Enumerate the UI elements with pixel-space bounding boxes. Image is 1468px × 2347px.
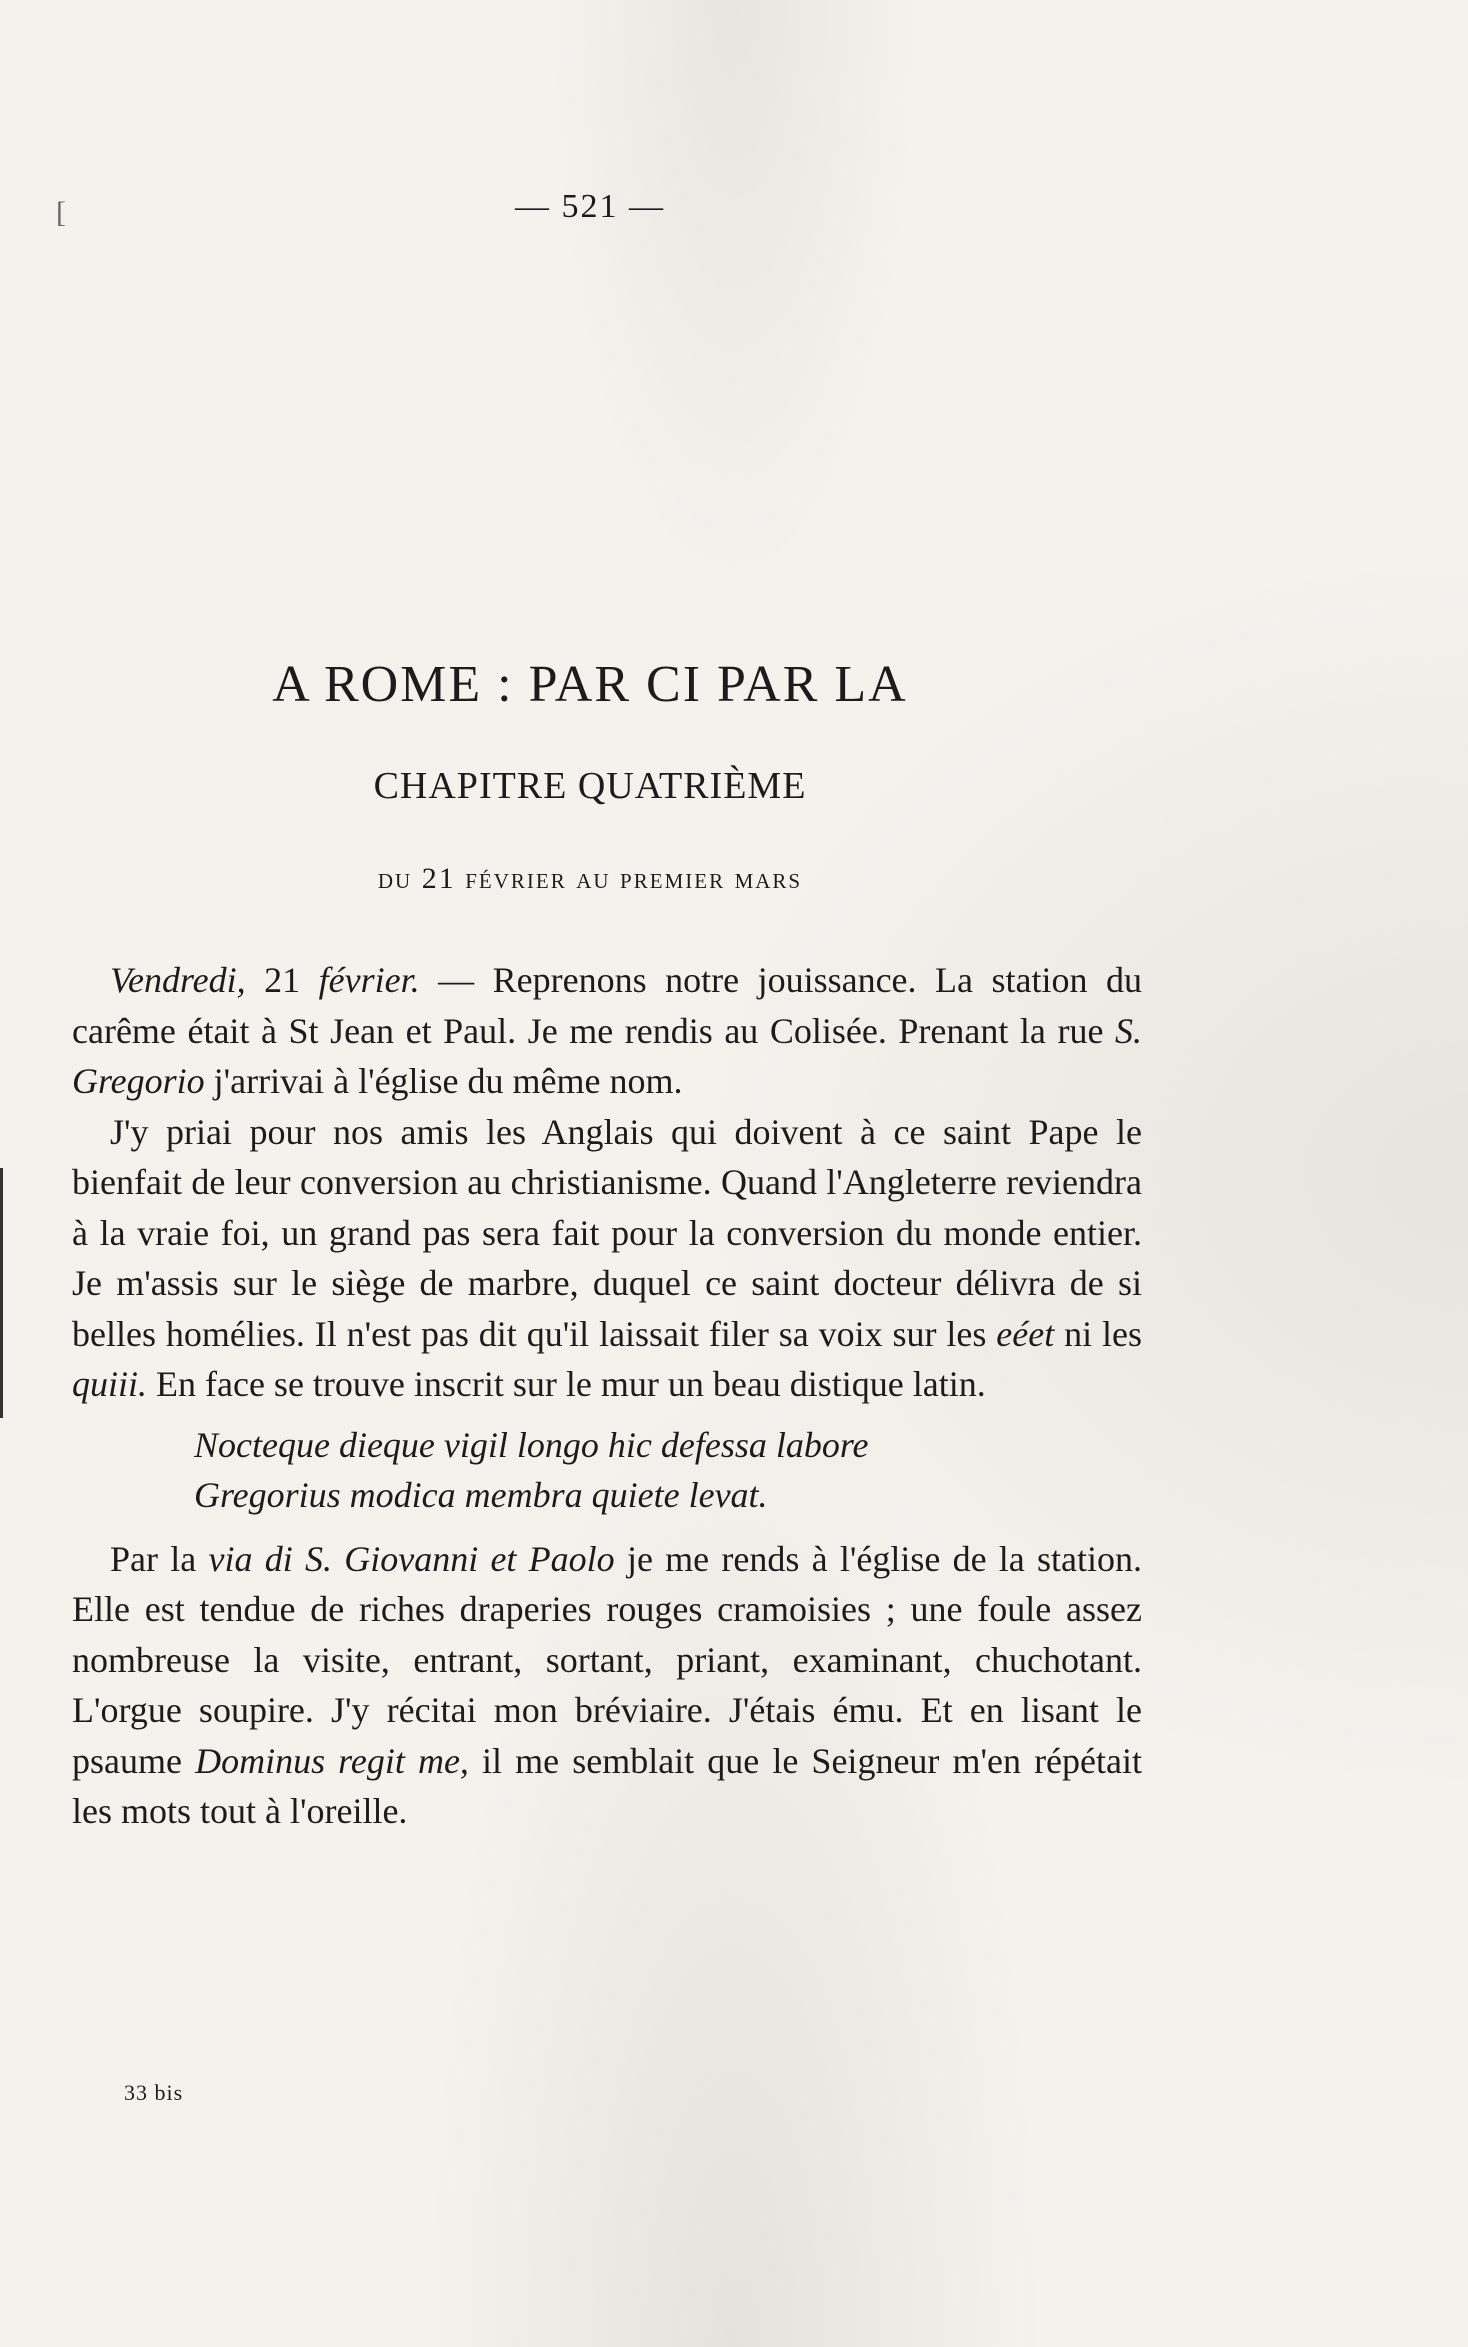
page-number: — 521 — [515,188,665,225]
paragraph-3-text-a: Par la [110,1538,209,1579]
paragraph-2 [72,1107,1142,1410]
street-name-2: via di S. Giovanni et Paolo [208,1538,615,1579]
latin-word-1: eéet [996,1313,1055,1354]
paragraph-2-text-c: En face se trouve inscrit sur le mur un beau distique latin. [147,1364,986,1404]
verse-line-2: Gregorius modica membra quiete levat. [194,1474,768,1515]
psalm-title: Dominus regit me, [195,1740,469,1781]
margin-rule [0,1168,3,1418]
paragraph-2-text-b: ni les [1054,1313,1142,1354]
printer-signature: 33 bis [124,2080,184,2105]
paragraph-1 [72,955,1142,1107]
margin-mark: [ [56,196,66,229]
latin-distich [194,1420,1142,1520]
body-text [72,955,1142,1837]
article-title: A ROME : PAR CI PAR LA [272,656,908,713]
paragraph-3 [72,1534,1142,1837]
verse-line-1: Nocteque dieque vigil longo hic defessa labore [194,1424,869,1465]
latin-word-2: quiii. [72,1364,148,1404]
paragraph-1-text-a: — Reprenons notre jouissance. La station du carême était à St Jean et Paul. Je me rendis au Colisée. Prenant la rue [72,960,1143,1051]
date-day: Vendredi, [110,960,246,1000]
paragraph-2-text-a: J'y priai pour nos amis les Anglais qui doivent à ce saint Pape le bienfait de leur conversion au christianisme. Quand l'Angleterre reviendra à la vraie foi, un grand pas sera fait pour la conversion du monde entier. Je m'assis sur le siège de marbre, duquel ce saint docteur délivra de si belles homélies. Il n'est pas dit qu'il laissait filer sa voix sur les [72,1111,1142,1354]
paragraph-1-text-b: j'arrivai à l'église du même nom. [204,1061,683,1101]
date-number: 21 [245,960,319,1000]
paragraph-3-text-c: il me semblait que le Seigneur m'en répétait les mots tout à l'oreille. [72,1740,1143,1831]
date-month: février. [318,960,420,1000]
chapter-heading: CHAPITRE QUATRIÈME [373,765,807,807]
paragraph-3-text-b: je me rends à l'église de la station. Elle est tendue de riches draperies rouges cramoisies ; une foule assez nombreuse la visite, entrant, sortant, priant, examinant, chuchotant. L'orgue soupire. J'y récitai mon bréviaire. J'étais ému. Et en lisant le psaume [72,1538,1143,1781]
street-name: S. Gregorio [72,1010,1142,1101]
dateline: du 21 février au premier mars [377,862,803,895]
